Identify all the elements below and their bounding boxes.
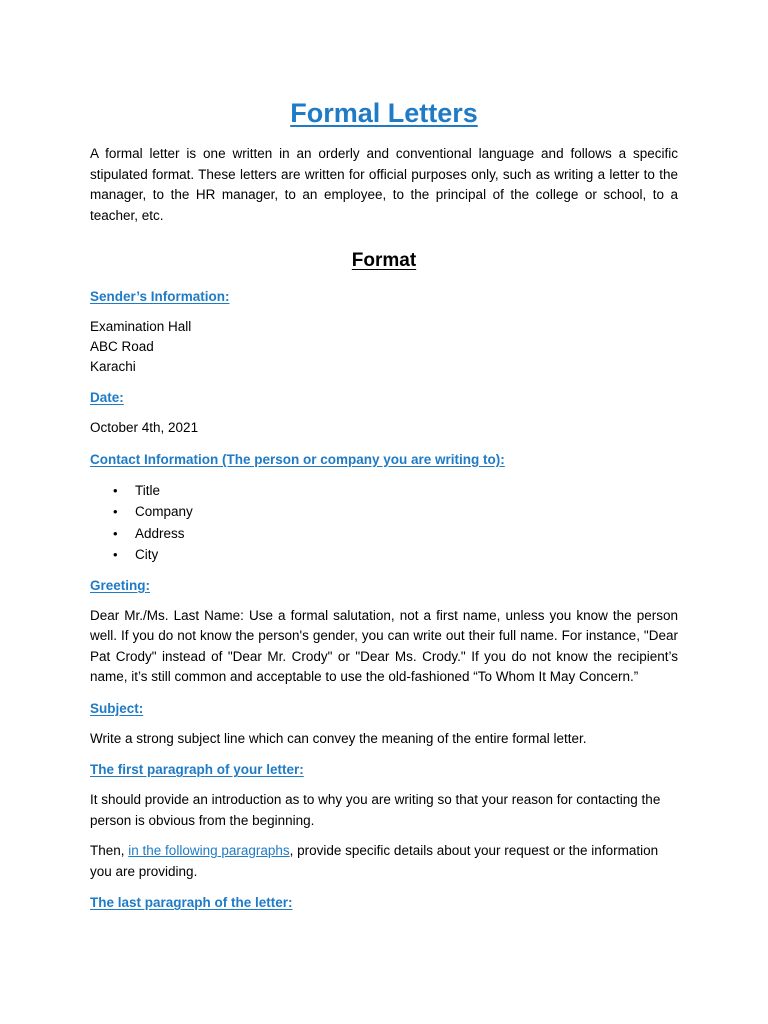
- followup-suffix: , provide specific details about your request or the information you are providing.: [90, 843, 659, 879]
- list-item-label: Company: [135, 504, 193, 519]
- bullet-icon: •: [113, 504, 118, 519]
- intro-paragraph: A formal letter is one written in an orderly and conventional language and follows a specific stipulated format. These letters are written for official purposes only, such as writing a letter to the manager, to the HR manager, to an employee, to the principal of the college or school, to a teacher, etc.: [90, 146, 678, 223]
- format-heading: Format: [351, 250, 417, 271]
- first-paragraph-heading: The first paragraph of your letter:: [90, 762, 304, 777]
- list-item: [113, 523, 678, 545]
- sender-line: Karachi: [90, 359, 136, 374]
- list-item: [113, 544, 678, 566]
- contact-list: [90, 480, 678, 566]
- greeting-paragraph: Dear Mr./Ms. Last Name: Use a formal salutation, not a first name, unless you know the person well. If you do not know the person's gender, you can write out their full name. For instance, "Dear Pat Crody" instead of "Dear Mr. Crody" or "Dear Ms. Crody." If you do not know the recipient’s name, it’s still common and acceptable to use the old-fashioned “To Whom It May Concern.”: [90, 607, 678, 684]
- list-item-label: City: [135, 547, 159, 562]
- sender-line: ABC Road: [90, 339, 154, 354]
- first-paragraph-text: It should provide an introduction as to why you are writing so that your reason for contacting the person is obvious from the beginning.: [90, 792, 661, 828]
- list-item: [113, 480, 678, 502]
- sender-heading: Sender’s Information:: [90, 289, 230, 304]
- list-item-label: Title: [135, 482, 161, 498]
- sender-line: Examination Hall: [90, 319, 192, 334]
- date-heading: Date:: [90, 390, 124, 405]
- bullet-icon: •: [113, 525, 118, 541]
- greeting-heading: Greeting:: [90, 577, 151, 593]
- list-item-label: Address: [135, 525, 185, 541]
- contact-heading: Contact Information (The person or company you are writing to):: [90, 451, 505, 467]
- list-item: [113, 501, 678, 523]
- bullet-icon: •: [113, 547, 118, 562]
- following-paragraphs-link[interactable]: in the following paragraphs: [128, 843, 290, 858]
- document-title: Formal Letters: [290, 98, 478, 128]
- subject-heading: Subject:: [90, 700, 144, 716]
- last-paragraph-heading: The last paragraph of the letter:: [90, 895, 293, 910]
- followup-prefix: Then,: [90, 843, 129, 858]
- subject-paragraph: Write a strong subject line which can convey the meaning of the entire formal letter.: [90, 730, 587, 746]
- date-value: October 4th, 2021: [90, 420, 199, 435]
- sender-address: [90, 317, 678, 377]
- bullet-icon: •: [113, 482, 118, 498]
- followup-paragraph: [90, 841, 678, 882]
